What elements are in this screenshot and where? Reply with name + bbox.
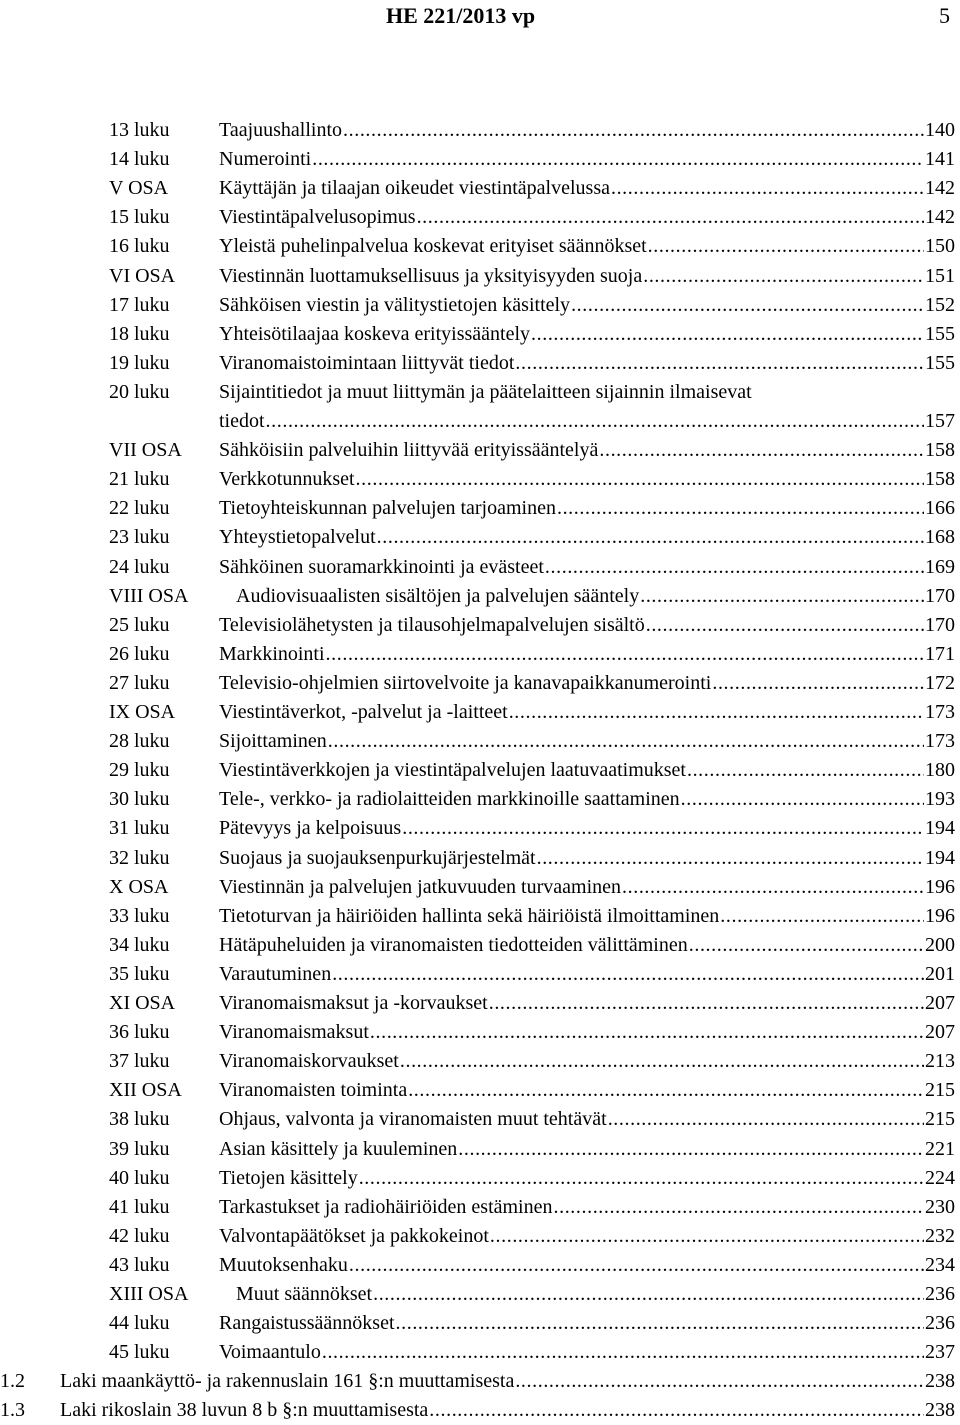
- toc-entry-page: 173: [925, 730, 955, 753]
- toc-entry-title: Sähköisiin palveluihin liittyvää erityissääntelyä: [219, 439, 599, 462]
- toc-entry: [109, 320, 955, 349]
- dot-leader: [545, 553, 924, 582]
- toc-entry-number: 20 luku: [109, 380, 170, 403]
- toc-entry-page: 170: [925, 584, 955, 607]
- toc-entry-number: 24 luku: [109, 555, 170, 578]
- dot-leader: [326, 640, 924, 669]
- toc-entry-page: 215: [925, 1079, 955, 1102]
- toc-entry-title: Verkkotunnukset: [219, 468, 355, 491]
- toc-entry-title: Viranomaistoimintaan liittyvät tiedot: [219, 351, 515, 374]
- toc-entry: [109, 116, 955, 145]
- toc-entry: [109, 1164, 955, 1193]
- toc-entry-number: 36 luku: [109, 1021, 170, 1044]
- toc-entry-number: 27 luku: [109, 671, 170, 694]
- toc-entry-number: 23 luku: [109, 526, 170, 549]
- toc-entry-title: Tietoyhteiskunnan palvelujen tarjoaminen: [219, 497, 556, 520]
- toc-entry: [109, 785, 955, 814]
- dot-leader: [531, 320, 924, 349]
- toc-entry-page: 234: [925, 1253, 955, 1276]
- toc-entry: [109, 407, 955, 436]
- toc-entry-title: Viestinnän luottamuksellisuus ja yksityisyyden suoja: [219, 264, 643, 287]
- toc-entry-number: 45 luku: [109, 1341, 170, 1364]
- toc-entry-page: 193: [925, 788, 955, 811]
- toc-entry-title-line: [219, 262, 955, 291]
- document-id: HE 221/2013 vp: [386, 3, 536, 28]
- toc-entry-title: Yleistä puhelinpalvelua koskevat erityiset säännökset: [219, 235, 647, 258]
- dot-leader: [611, 174, 924, 203]
- dot-leader: [356, 465, 924, 494]
- toc-entry-title: Muut säännökset: [236, 1283, 373, 1305]
- toc-entry-title-line: [219, 320, 955, 349]
- toc-entry-number: V OSA: [109, 177, 169, 200]
- toc-entry-page: 200: [925, 933, 955, 956]
- toc-entry: [109, 1338, 955, 1367]
- toc-entry-page: 155: [925, 351, 955, 374]
- toc-entry-title-line: [219, 523, 955, 552]
- dot-leader: [328, 727, 924, 756]
- page-number: 5: [939, 3, 950, 28]
- toc-entry-title: Sähköisen viestin ja välitystietojen käsittely: [219, 293, 571, 316]
- toc-entry-title-line: [219, 814, 955, 843]
- toc-entry-page: 140: [925, 119, 955, 141]
- toc-entry: [109, 698, 955, 727]
- dot-leader: [640, 582, 924, 611]
- page-header: [0, 0, 960, 40]
- toc-entry-title: Taajuushallinto: [219, 119, 343, 141]
- toc-entry-title-line: [219, 1018, 955, 1047]
- toc-entry-title-line: [219, 553, 955, 582]
- toc-entry-title-line: [219, 640, 955, 669]
- toc-entry: [109, 1193, 955, 1222]
- dot-leader: [648, 232, 924, 261]
- dot-leader: [712, 669, 924, 698]
- toc-entry-page: 142: [925, 177, 955, 200]
- toc-entry-title: Muutoksenhaku: [219, 1253, 348, 1276]
- toc-entry-title-line: [236, 1280, 955, 1309]
- dot-leader: [608, 1105, 924, 1134]
- toc-entry-number: IX OSA: [109, 701, 176, 723]
- toc-entry-title-line: [219, 960, 955, 989]
- dot-leader: [537, 844, 924, 873]
- toc-entry-number: 17 luku: [109, 293, 170, 316]
- toc-entry-number: 42 luku: [109, 1224, 170, 1247]
- toc-entry: [109, 523, 955, 552]
- toc-entry-page: 170: [925, 613, 955, 636]
- toc-entry-page: 142: [925, 206, 955, 229]
- toc-entry: [109, 669, 955, 698]
- toc-entry: [109, 989, 955, 1018]
- toc-entry-title-line: [219, 844, 955, 873]
- toc-entry-number: 33 luku: [109, 904, 170, 927]
- toc-entry-title: Pätevyys ja kelpoisuus: [219, 817, 402, 840]
- toc-entry: [109, 553, 955, 582]
- toc-entry-page: 180: [925, 759, 955, 782]
- toc-entry-title-line: [219, 1251, 955, 1280]
- toc-entry-page: 168: [925, 526, 955, 549]
- toc-entry: [109, 582, 955, 611]
- toc-entry-number: 39 luku: [109, 1137, 170, 1160]
- toc-entry: [109, 640, 955, 669]
- toc-entry: [109, 1309, 955, 1338]
- toc-entry: [109, 494, 955, 523]
- toc-entry-title-line: [219, 727, 955, 756]
- toc-entry-title: Televisiolähetysten ja tilausohjelmapalvelujen sisältö: [219, 613, 645, 636]
- dot-leader: [359, 1164, 924, 1193]
- toc-entry-title: Käyttäjän ja tilaajan oikeudet viestintäpalvelussa: [219, 177, 610, 200]
- toc-entry-number: VIII OSA: [109, 584, 189, 607]
- toc-entry-page: 194: [925, 817, 955, 840]
- toc-entry-number: 29 luku: [109, 759, 170, 782]
- toc-entry-title: Yhteystietopalvelut: [219, 526, 376, 549]
- dot-leader: [681, 785, 924, 814]
- dot-leader: [515, 349, 924, 378]
- toc-entry-page: 150: [925, 235, 955, 258]
- toc-entry-title-line: [219, 669, 955, 698]
- toc-entry-title: Laki maankäyttö- ja rakennuslain 161 §:n muuttamisesta: [60, 1370, 515, 1393]
- toc-entry-number: VI OSA: [109, 264, 176, 287]
- toc-entry-title-line: [219, 465, 955, 494]
- toc-entry-title: tiedot: [219, 410, 265, 432]
- toc-entry-title-line: [219, 1105, 955, 1134]
- toc-entry-title: Sijoittaminen: [219, 730, 327, 753]
- dot-leader: [312, 145, 924, 174]
- dot-leader: [622, 873, 924, 902]
- toc-entry-page: 236: [925, 1312, 955, 1335]
- toc-entry: [109, 1105, 955, 1134]
- toc-entry: [109, 1018, 955, 1047]
- toc-entry-number: 43 luku: [109, 1253, 170, 1276]
- toc-entry: [109, 1280, 955, 1309]
- toc-entry: [109, 1135, 955, 1164]
- toc-entry-number: 35 luku: [109, 962, 170, 985]
- toc-entry-number: 1.2: [0, 1370, 25, 1393]
- toc-entry-page: 172: [925, 671, 955, 694]
- toc-entry-title: Tarkastukset ja radiohäiriöiden estäminen: [219, 1195, 553, 1218]
- toc-entry-number: XII OSA: [109, 1079, 182, 1102]
- toc-entry-number: 18 luku: [109, 322, 170, 345]
- toc-entry-title: Tele-, verkko- ja radiolaitteiden markkinoille saattaminen: [219, 788, 680, 811]
- toc-entry-title-line: [219, 931, 955, 960]
- toc-entry-page: 152: [925, 293, 955, 316]
- toc-entry: [109, 291, 955, 320]
- toc-entry-title-line: [219, 989, 955, 1018]
- toc-entry: [109, 465, 955, 494]
- toc-entry-number: 22 luku: [109, 497, 170, 520]
- toc-entry-number: 16 luku: [109, 235, 170, 258]
- toc-entry-title-line: [219, 1047, 955, 1076]
- toc-entry-title-line: [219, 611, 955, 640]
- toc-entry-page: 194: [925, 846, 955, 869]
- toc-entry-title: Rangaistussäännökset: [219, 1312, 395, 1335]
- toc-entry-title-line: [219, 291, 955, 320]
- toc-entry-title-line: [236, 582, 955, 611]
- dot-leader: [646, 611, 924, 640]
- dot-leader: [400, 1047, 924, 1076]
- toc-entry-number: 32 luku: [109, 846, 170, 869]
- toc-entry-number: 41 luku: [109, 1195, 170, 1218]
- toc-entry-number: 1.3: [0, 1399, 25, 1422]
- toc-entry-title-line: [219, 1164, 955, 1193]
- toc-entry-title: Viestintäverkkojen ja viestintäpalvelujen laatuvaatimukset: [219, 759, 686, 782]
- toc-entry-title: Voimaantulo: [219, 1341, 321, 1364]
- toc-entry-title: Viestintäverkot, -palvelut ja -laitteet: [219, 701, 508, 723]
- dot-leader: [322, 1338, 924, 1367]
- toc-entry: [109, 174, 955, 203]
- toc-entry: [109, 1251, 955, 1280]
- dot-leader: [571, 291, 924, 320]
- toc-entry-title: Valvontapäätökset ja pakkokeinot: [219, 1224, 489, 1247]
- toc-entry-number: 19 luku: [109, 351, 170, 374]
- toc-entry-line: [109, 378, 955, 407]
- toc-entry-number: 40 luku: [109, 1166, 170, 1189]
- toc-entry-title-line: [219, 407, 955, 436]
- toc-entry-number: 34 luku: [109, 933, 170, 956]
- dot-leader: [490, 1222, 924, 1251]
- dot-leader: [343, 116, 924, 145]
- toc-entry-title: Viranomaismaksut: [219, 1021, 369, 1044]
- toc-entry-number: 14 luku: [109, 148, 170, 171]
- toc-entry: [109, 844, 955, 873]
- toc-entry-title-line: [219, 174, 955, 203]
- toc-entry-title: Viranomaisten toiminta: [219, 1079, 408, 1102]
- toc-entry-number: 13 luku: [109, 119, 170, 141]
- toc-entry-number: VII OSA: [109, 439, 182, 462]
- toc-entry-title-line: [219, 873, 955, 902]
- toc-entry-title-line: [219, 436, 955, 465]
- toc-entry-page: 201: [925, 962, 955, 985]
- toc-entry: [109, 756, 955, 785]
- toc-entry-page: 221: [925, 1137, 955, 1160]
- toc-entry: [109, 262, 955, 291]
- toc-entry-title-line: [219, 1222, 955, 1251]
- toc-entry-title-line: [219, 1135, 955, 1164]
- toc-entry-title: Viranomaismaksut ja -korvaukset: [219, 992, 488, 1014]
- toc-entry-page: 230: [925, 1195, 955, 1218]
- dot-leader: [599, 436, 924, 465]
- toc-entry-title: Ohjaus, valvonta ja viranomaisten muut tehtävät: [219, 1108, 607, 1131]
- toc-entry-page: 158: [925, 439, 955, 462]
- dot-leader: [417, 203, 924, 232]
- toc-entry-title-line: [60, 1396, 955, 1425]
- toc-entry-title: Sijaintitiedot ja muut liittymän ja päätelaitteen sijainnin ilmaisevat: [219, 380, 752, 403]
- dot-leader: [266, 407, 924, 436]
- toc-entry-page: 207: [925, 992, 955, 1014]
- toc-entry-page: 196: [925, 904, 955, 927]
- dot-leader: [515, 1367, 924, 1396]
- toc-entry-title: Televisio-ohjelmien siirtovelvoite ja kanavapaikkanumerointi: [219, 671, 712, 694]
- toc-entry-title-line: [219, 349, 955, 378]
- toc-entry-title: Asian käsittely ja kuuleminen: [219, 1137, 458, 1160]
- toc-entry: [109, 145, 955, 174]
- toc-entry-page: 238: [925, 1370, 955, 1393]
- toc-entry-page: 151: [925, 264, 955, 287]
- toc-entry-page: 213: [925, 1050, 955, 1073]
- toc-entry: [109, 203, 955, 232]
- toc-entry: [109, 960, 955, 989]
- toc-entry-number: XI OSA: [109, 992, 176, 1014]
- dot-leader: [489, 989, 924, 1018]
- toc-entry-page: 173: [925, 701, 955, 723]
- toc-entry-title-line: [219, 1193, 955, 1222]
- toc-entry: [109, 232, 955, 261]
- toc-entry-page: 236: [925, 1283, 955, 1305]
- toc-entry: [109, 436, 955, 465]
- dot-leader: [408, 1076, 924, 1105]
- toc-entry-number: XIII OSA: [109, 1283, 189, 1305]
- dot-leader: [643, 262, 924, 291]
- toc-entry-page: 196: [925, 875, 955, 898]
- toc-entry-page: 141: [925, 148, 955, 171]
- toc-entry-page: 171: [925, 642, 955, 665]
- toc-entry-page: 155: [925, 322, 955, 345]
- toc-entry-title-line: [219, 116, 955, 145]
- toc-entry-number: X OSA: [109, 875, 169, 898]
- toc-entry: [109, 873, 955, 902]
- toc-entry-title: Sähköinen suoramarkkinointi ja evästeet: [219, 555, 544, 578]
- toc-entry-page: 224: [925, 1166, 955, 1189]
- toc-entry-number: 44 luku: [109, 1312, 170, 1335]
- dot-leader: [557, 494, 924, 523]
- toc-entry-number: 26 luku: [109, 642, 170, 665]
- toc-entry: [109, 727, 955, 756]
- toc-entry: [109, 902, 955, 931]
- dot-leader: [396, 1309, 924, 1338]
- toc-entry-title: Viestinnän ja palvelujen jatkuvuuden turvaaminen: [219, 875, 622, 898]
- toc-entry: [109, 1076, 955, 1105]
- toc-entry-number: 38 luku: [109, 1108, 170, 1131]
- dot-leader: [509, 698, 924, 727]
- toc-entry-page: 238: [925, 1399, 955, 1422]
- toc-entry-title: Suojaus ja suojauksenpurkujärjestelmät: [219, 846, 536, 869]
- toc-entry: [109, 349, 955, 378]
- toc-entry-page: 158: [925, 468, 955, 491]
- toc-entry: [109, 1047, 955, 1076]
- toc-entry-title-line: [219, 203, 955, 232]
- toc-entry-number: 15 luku: [109, 206, 170, 229]
- toc-entry-title-line: [219, 1338, 955, 1367]
- toc-entry-title: Viestintäpalvelusopimus: [219, 206, 416, 229]
- toc-entry-number: 30 luku: [109, 788, 170, 811]
- toc-entry-title-line: [60, 1367, 955, 1396]
- toc-entry-number: 37 luku: [109, 1050, 170, 1073]
- toc-entry-title: Numerointi: [219, 148, 312, 171]
- toc-entry-title: Viranomaiskorvaukset: [219, 1050, 399, 1073]
- dot-leader: [687, 756, 924, 785]
- toc-entry-page: 232: [925, 1224, 955, 1247]
- toc-entry-title: Hätäpuheluiden ja viranomaisten tiedotteiden välittäminen: [219, 933, 688, 956]
- dot-leader: [349, 1251, 924, 1280]
- toc-entry-page: 215: [925, 1108, 955, 1131]
- toc-entry: [0, 1396, 955, 1425]
- toc-entry-title-line: [219, 756, 955, 785]
- dot-leader: [458, 1135, 924, 1164]
- toc-entry-title: Laki rikoslain 38 luvun 8 b §:n muuttamisesta: [60, 1399, 429, 1422]
- toc-entry-title: Yhteisötilaajaa koskeva erityissääntely: [219, 322, 531, 345]
- toc-entry-title-line: [219, 232, 955, 261]
- toc-entry-number: 31 luku: [109, 817, 170, 840]
- dot-leader: [373, 1280, 924, 1309]
- toc-entry-title-line: [219, 1309, 955, 1338]
- toc-entry: [109, 611, 955, 640]
- dot-leader: [554, 1193, 925, 1222]
- toc-entry-number: 28 luku: [109, 730, 170, 753]
- toc-entry-title-line: [219, 1076, 955, 1105]
- toc-entry-number: 21 luku: [109, 468, 170, 491]
- toc-entry-title: Audiovisuaalisten sisältöjen ja palvelujen sääntely: [236, 584, 640, 607]
- toc-entry: [109, 931, 955, 960]
- toc-entry-page: 157: [925, 410, 955, 432]
- toc-entry-title-line: [219, 145, 955, 174]
- dot-leader: [720, 902, 924, 931]
- toc-entry-page: 207: [925, 1021, 955, 1044]
- dot-leader: [429, 1396, 924, 1425]
- toc-entry-page: 237: [925, 1341, 955, 1364]
- toc-entry-title: Markkinointi: [219, 642, 325, 665]
- dot-leader: [332, 960, 924, 989]
- dot-leader: [402, 814, 924, 843]
- toc-entry-title: Tietojen käsittely: [219, 1166, 358, 1189]
- toc-entry-title-line: [219, 785, 955, 814]
- toc-entry-title: Tietoturvan ja häiriöiden hallinta sekä häiriöistä ilmoittaminen: [219, 904, 720, 927]
- toc-entry-page: 169: [925, 555, 955, 578]
- toc-entry-page: 166: [925, 497, 955, 520]
- toc-entry: [109, 814, 955, 843]
- dot-leader: [370, 1018, 924, 1047]
- toc-entry-number: 25 luku: [109, 613, 170, 636]
- dot-leader: [377, 523, 924, 552]
- toc-entry-title-line: [219, 698, 955, 727]
- toc-entry-title-line: [219, 902, 955, 931]
- toc-entry: [109, 1222, 955, 1251]
- toc-entry: [0, 1367, 955, 1396]
- toc-entry-title: Varautuminen: [219, 962, 332, 985]
- dot-leader: [689, 931, 924, 960]
- toc-entry-title-line: [219, 494, 955, 523]
